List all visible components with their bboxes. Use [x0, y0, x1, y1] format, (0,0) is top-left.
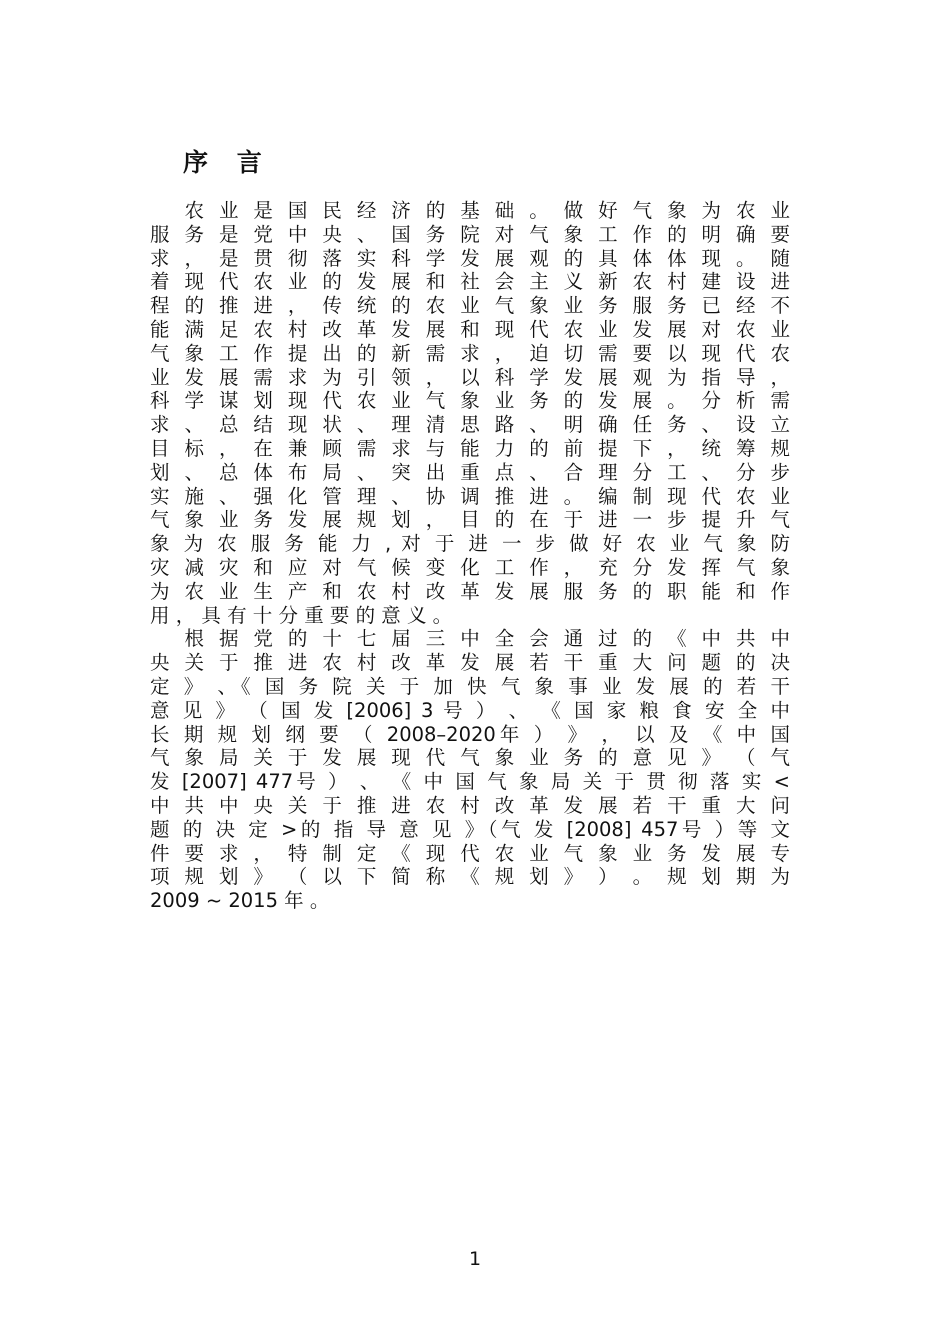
text-line: 求 、 总 结 现 状 、 理 清 思 路 、 明 确 任 务 、 设 立 [150, 413, 790, 437]
text-line: 目 标 ， 在 兼 顾 需 求 与 能 力 的 前 提 下 ， 统 筹 规 [150, 436, 790, 460]
text-line: 根 据 党 的 十 七 届 三 中 全 会 通 过 的 《 中 共 中 [150, 627, 790, 651]
text-line: 灾 减 灾 和 应 对 气 候 变 化 工 作 ， 充 分 发 挥 气 象 [150, 555, 790, 579]
text-line: 象 为 农 服 务 能 力 , 对 于 进 一 步 做 好 农 业 气 象 防 [150, 532, 790, 556]
text-line: 程 的 推 进 ， 传 统 的 农 业 气 象 业 务 服 务 已 经 不 [150, 294, 790, 318]
text-line: 实 施 、 强 化 管 理 、 协 调 推 进 。 编 制 现 代 农 业 [150, 484, 790, 508]
text-line: 件 要 求 ， 特 制 定 《 现 代 农 业 气 象 业 务 发 展 专 [150, 841, 790, 865]
text-line: 定 》 、《 国 务 院 关 于 加 快 气 象 事 业 发 展 的 若 干 [150, 674, 790, 698]
text-line: 服 务 是 党 中 央 、 国 务 院 对 气 象 工 作 的 明 确 要 [150, 222, 790, 246]
section-title: 序 言 [183, 148, 272, 177]
text-line: 为 农 业 生 产 和 农 村 改 革 发 展 服 务 的 职 能 和 作 [150, 579, 790, 603]
text-line: 发 [2007] 477号 ） 、 《 中 国 气 象 局 关 于 贯 彻 落 实 < [150, 770, 790, 794]
text-line: 业 发 展 需 求 为 引 领 ， 以 科 学 发 展 观 为 指 导 ， [150, 365, 790, 389]
text-line: 科 学 谋 划 现 代 农 业 气 象 业 务 的 发 展 。 分 析 需 [150, 389, 790, 413]
body-text [150, 199, 790, 913]
text-line: 用 ， 具 有 十 分 重 要 的 意 义 。 [150, 603, 453, 627]
text-line: 中 共 中 央 关 于 推 进 农 村 改 革 发 展 若 干 重 大 问 [150, 793, 790, 817]
text-line: 气 象 工 作 提 出 的 新 需 求 ， 迫 切 需 要 以 现 代 农 [150, 341, 790, 365]
text-line: 央 关 于 推 进 农 村 改 革 发 展 若 干 重 大 问 题 的 决 [150, 651, 790, 675]
text-line: 项 规 划 》 （ 以 下 简 称 《 规 划 》 ） 。 规 划 期 为 [150, 865, 790, 889]
text-line: 意 见 》 （ 国 发 [2006] 3 号 ） 、 《 国 家 粮 食 安 全 中 [150, 698, 790, 722]
page-number: 1 [468, 1248, 482, 1270]
text-line: 气 象 业 务 发 展 规 划 ， 目 的 在 于 进 一 步 提 升 气 [150, 508, 790, 532]
text-line: 长 期 规 划 纲 要 （ 2008–2020年 ） 》 ， 以 及 《 中 国 [150, 722, 790, 746]
text-line: 着 现 代 农 业 的 发 展 和 社 会 主 义 新 农 村 建 设 进 [150, 270, 790, 294]
text-line: 求 ， 是 贯 彻 落 实 科 学 发 展 观 的 具 体 体 现 。 随 [150, 246, 790, 270]
text-line: 气 象 局 关 于 发 展 现 代 气 象 业 务 的 意 见 》 （ 气 [150, 746, 790, 770]
text-line: 划 、 总 体 布 局 、 突 出 重 点 、 合 理 分 工 、 分 步 [150, 460, 790, 484]
text-line: 2009 ~ 2015 年 。 [150, 889, 330, 913]
text-line: 能 满 足 农 村 改 革 发 展 和 现 代 农 业 发 展 对 农 业 [150, 317, 790, 341]
text-line: 题 的 决 定 >的 指 导 意 见 》（气 发 [2008] 457号 ）等 文 [150, 817, 790, 841]
text-line: 农 业 是 国 民 经 济 的 基 础 。 做 好 气 象 为 农 业 [150, 199, 790, 222]
